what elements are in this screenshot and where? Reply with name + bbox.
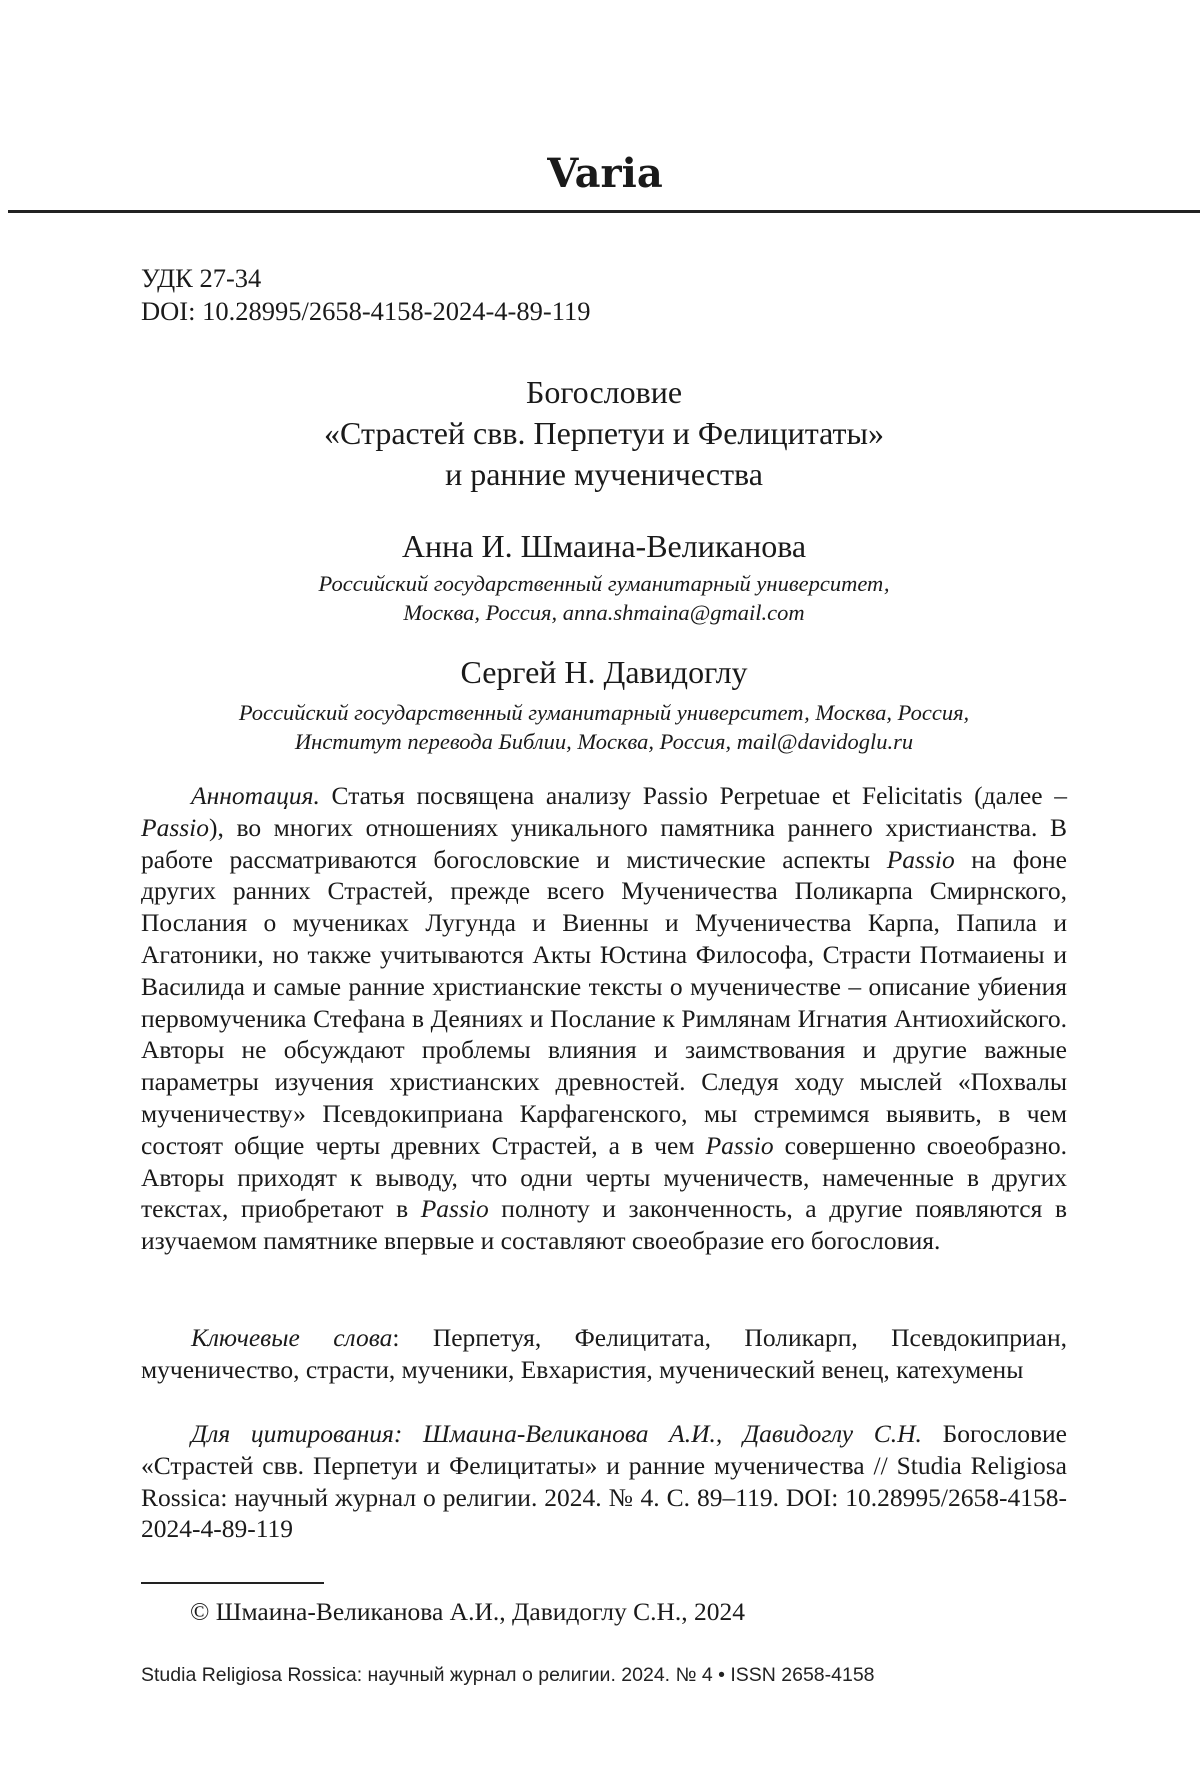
author-affiliation: [141, 569, 1067, 627]
passio-term: Passio: [141, 812, 210, 842]
footnote-divider: [141, 1582, 324, 1584]
section-title: Varia: [547, 150, 663, 197]
journal-footer: Studia Religiosa Rossica: научный журнал о религии. 2024. № 4 • ISSN 2658-4158: [141, 1664, 875, 1686]
affiliation-line: Москва, Россия, anna.shmaina@gmail.com: [403, 600, 805, 625]
author-name: Сергей Н. Давидоглу: [460, 654, 748, 690]
keywords: Ключевые слова: Перпетуя, Фелицитата, Поликарп, Псевдокиприан, мученичество, страсти, мученики, Евхаристия, мученический венец, катехумены: [141, 1323, 1067, 1384]
article-title: [141, 372, 1067, 495]
article-metadata: [141, 262, 590, 328]
abstract-label: Аннотация.: [191, 781, 320, 810]
author-name: Анна И. Шмаина-Великанова: [401, 528, 807, 564]
affiliation-line: Российский государственный гуманитарный университет,: [318, 571, 890, 596]
doi: DOI: 10.28995/2658-4158-2024-4-89-119: [141, 296, 591, 326]
passio-term: Passio: [420, 1194, 489, 1224]
article-title-line: Богословие: [525, 374, 683, 410]
affiliation-line: Российский государственный гуманитарный университет, Москва, Россия,: [238, 700, 970, 725]
passio-term: Passio: [705, 1130, 774, 1160]
keywords-label: Ключевые слова: [191, 1323, 393, 1352]
author-affiliation: [141, 698, 1067, 756]
citation: Для цитирования: Шмаина-Великанова А.И., Давидоглу С.Н. Богословие «Страстей свв. Перпетуи и Фелицитаты» и ранние мученичества // Studia Religiosa Rossica: научный журнал о религии. 2024. № 4. С. 89–119. DOI: 10.28995/2658-4158-2024-4-89-119: [141, 1419, 1067, 1544]
affiliation-line: Институт перевода Библии, Москва, Россия, mail@davidoglu.ru: [294, 729, 914, 754]
udk-code: УДК 27-34: [141, 263, 262, 293]
passio-term: Passio: [886, 844, 955, 874]
article-title-line: и ранние мученичества: [445, 456, 763, 492]
citation-label: Для цитирования: Шмаина-Великанова А.И., Давидоглу С.Н.: [191, 1419, 922, 1448]
copyright-notice: © Шмаина-Великанова А.И., Давидоглу С.Н., 2024: [190, 1597, 746, 1626]
section-divider: [8, 210, 1200, 213]
article-title-line: «Страстей свв. Перпетуи и Фелицитаты»: [324, 415, 884, 451]
abstract: Аннотация. Статья посвящена анализу Passio Perpetuae et Felicitatis (далее – Passio), во многих отношениях уникального памятника раннего христианства. В работе рассматриваются богословские и мистические аспекты Passio на фоне других ранних Страстей, прежде всего Мученичества Поликарпа Смирнского, Послания о мучениках Лугунда и Виенны и Мученичества Карпа, Папила и Агатоники, но также учитываются Акты Юстина Философа, Страсти Потмаиены и Василида и самые ранние христианские тексты о мученичестве – описание убиения первомученика Стефана в Деяниях и Послание к Римлянам Игнатия Антиохийского. Авторы не обсуждают проблемы влияния и заимствования и другие важные параметры изучения христианских древностей. Следуя ходу мыслей «Похвалы мученичеству» Псевдокиприана Карфагенского, мы стремимся выявить, в чем состоят общие черты древних Страстей, а в чем Passio совершенно своеобразно. Авторы приходят к выводу, что одни черты мученичеств, намеченные в других текстах, приобретают в Passio полноту и законченность, а другие появляются в изучаемом памятнике впервые и составляют своеобразие его богословия.: [141, 781, 1067, 1256]
